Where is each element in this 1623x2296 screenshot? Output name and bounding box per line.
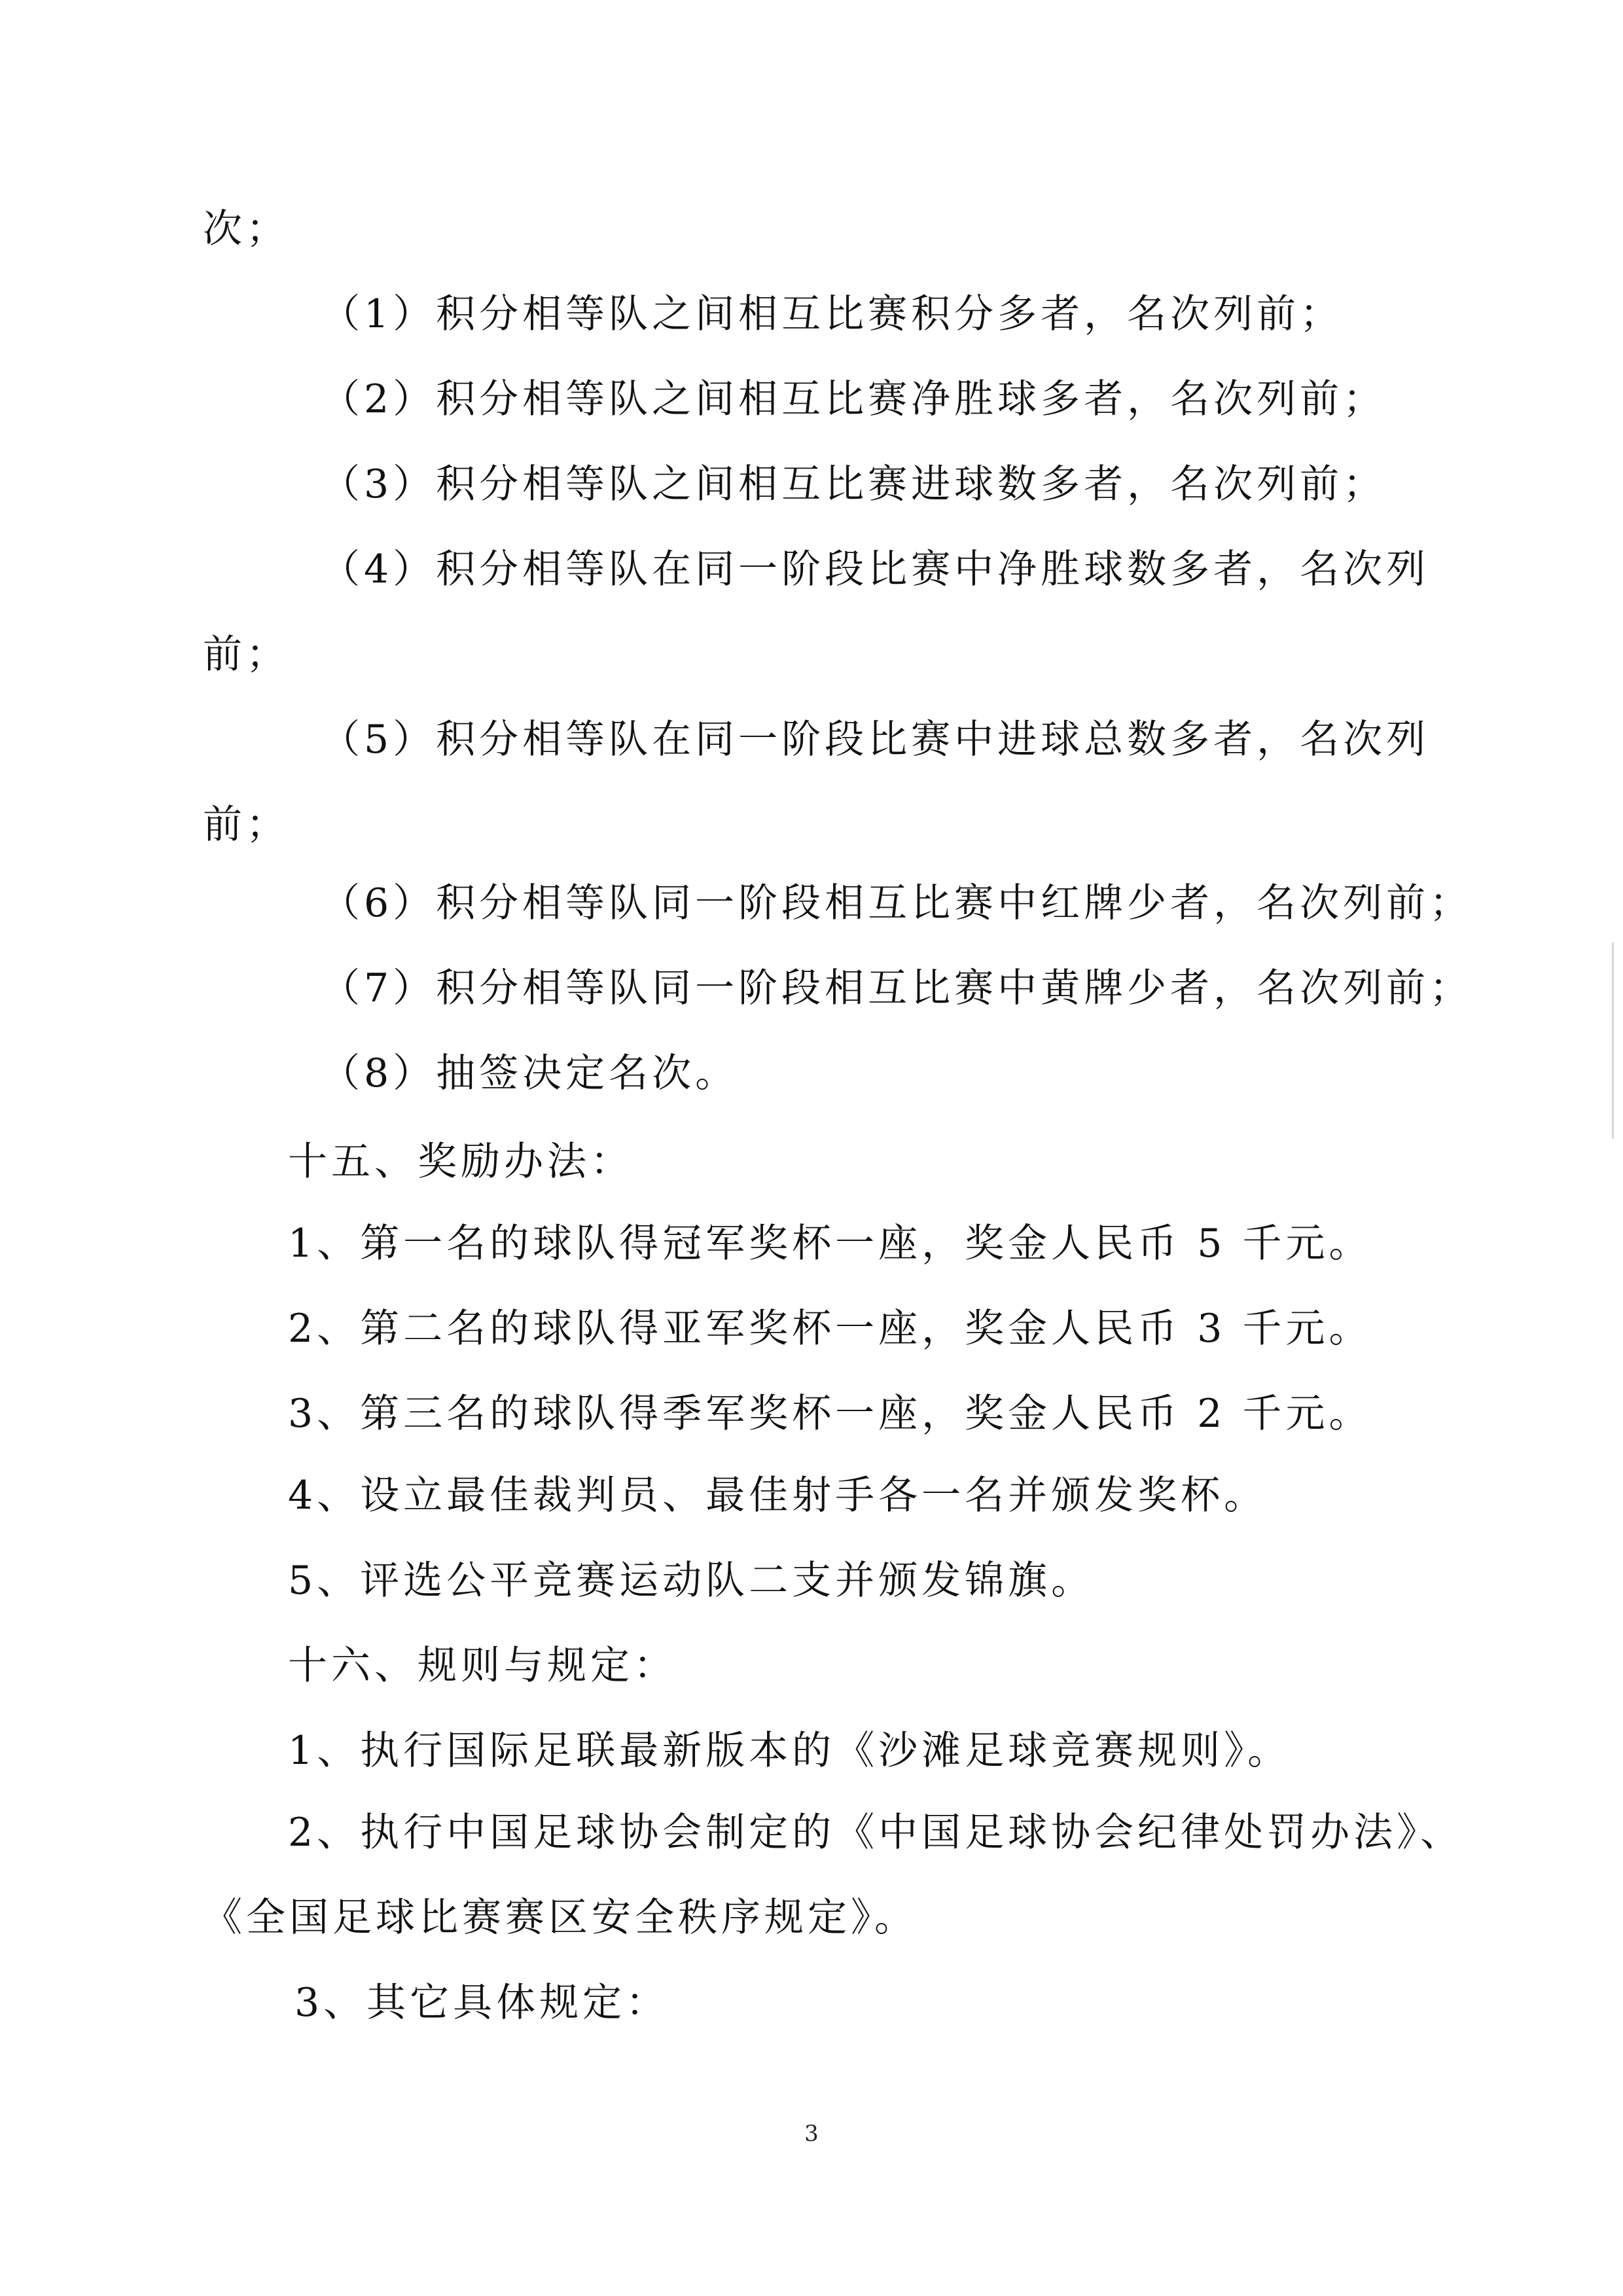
text-line-9: （6）积分相等队同一阶段相互比赛中红牌少者，名次列前； — [321, 880, 1473, 926]
text-line-1: 次； — [203, 206, 289, 252]
section-heading-16: 十六、规则与规定： — [288, 1643, 677, 1689]
text-line-22: 3、其它具体规定： — [294, 1980, 669, 2026]
text-line-4: （3）积分相等队之间相互比赛进球数多者，名次列前； — [321, 461, 1387, 507]
scan-edge-mark — [1612, 942, 1614, 1139]
text-line-15: 3、第三名的球队得季军奖杯一座，奖金人民币 2 千元。 — [288, 1391, 1372, 1437]
text-line-3: （2）积分相等队之间相互比赛净胜球多者，名次列前； — [321, 376, 1387, 422]
text-line-5: （4）积分相等队在同一阶段比赛中净胜球数多者，名次列 — [321, 547, 1430, 592]
text-line-7: （5）积分相等队在同一阶段比赛中进球总数多者，名次列 — [321, 717, 1430, 762]
text-line-20: 2、执行中国足球协会制定的《中国足球协会纪律处罚办法》、 — [288, 1810, 1464, 1856]
text-line-10: （7）积分相等队同一阶段相互比赛中黄牌少者，名次列前； — [321, 965, 1473, 1011]
text-line-21: 《全国足球比赛赛区安全秩序规定》。 — [203, 1895, 918, 1941]
text-line-16: 4、设立最佳裁判员、最佳射手各一名并颁发奖杯。 — [288, 1473, 1268, 1518]
page-number: 3 — [804, 2121, 819, 2147]
text-line-13: 1、第一名的球队得冠军奖杯一座，奖金人民币 5 千元。 — [288, 1221, 1372, 1266]
section-heading-15: 十五、奖励办法： — [288, 1139, 633, 1185]
text-line-6: 前； — [203, 632, 289, 677]
text-line-11: （8）抽签决定名次。 — [321, 1050, 739, 1096]
text-line-19: 1、执行国际足联最新版本的《沙滩足球竞赛规则》。 — [288, 1728, 1291, 1774]
text-line-17: 5、评选公平竞赛运动队二支并颁发锦旗。 — [288, 1558, 1095, 1604]
text-line-8: 前； — [203, 802, 289, 848]
text-line-14: 2、第二名的球队得亚军奖杯一座，奖金人民币 3 千元。 — [288, 1306, 1372, 1352]
text-line-2: （1）积分相等队之间相互比赛积分多者，名次列前； — [321, 291, 1344, 337]
